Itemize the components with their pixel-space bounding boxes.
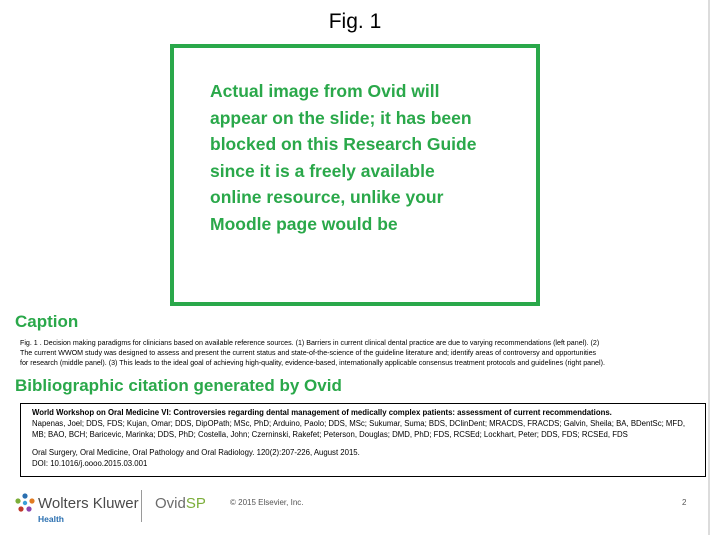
figure-title: Fig. 1 bbox=[328, 10, 382, 33]
footer-divider bbox=[141, 490, 142, 522]
placeholder-line: Actual image from Ovid will bbox=[210, 81, 440, 101]
citation-title: World Workshop on Oral Medicine VI: Controversies regarding dental management of medically complex patients: assessment of current recommendations. bbox=[32, 408, 612, 417]
citation-box bbox=[20, 403, 706, 477]
placeholder-line: online resource, unlike your bbox=[210, 187, 444, 207]
placeholder-line: appear on the slide; it has been bbox=[210, 107, 472, 128]
caption-line: Fig. 1 . Decision making paradigms for clinicians based on available reference sources. (1) Barriers in current clinical dental practice are due to varying recommendations (left panel). (2) bbox=[20, 339, 600, 347]
brand-sub: Health bbox=[38, 514, 64, 524]
citation-doi: DOI: 10.1016/j.oooo.2015.03.001 bbox=[32, 459, 148, 469]
citation-heading: Bibliographic citation generated by Ovid bbox=[15, 376, 342, 395]
caption-heading: Caption bbox=[15, 312, 79, 331]
caption-text bbox=[20, 338, 700, 369]
ovid-wordmark: Ovid bbox=[155, 495, 186, 512]
page-number: 2 bbox=[682, 498, 687, 507]
image-placeholder-text bbox=[210, 78, 530, 237]
image-placeholder-box bbox=[170, 44, 540, 306]
ovidsp-logo bbox=[155, 495, 206, 512]
copyright-text: © 2015 Elsevier, Inc. bbox=[230, 498, 304, 507]
sp-wordmark: SP bbox=[185, 495, 206, 512]
citation-authors-line: Napenas, Joel; DDS, FDS; Kujan, Omar; DDS, DipOPath; MSc, PhD; Arduino, Paolo; DDS, MSc; Sukumar, Suma; BDS, DClinDent; MRACDS, FRACDS; Galvin, Sheila; BA, BDentSc; MFD, bbox=[32, 418, 685, 428]
caption-line: for research (middle panel). (3) This leads to the ideal goal of achieving high-quality, evidence-based, internationally applicable consensus treatment protocols and guidelines (right panel). bbox=[20, 359, 605, 368]
caption-line: The current WWOM study was designed to assess and present the current status and state-of-the-science of the guideline literature and; identify areas of controversy and opportunities bbox=[20, 349, 597, 358]
placeholder-line: blocked on this Research Guide bbox=[210, 134, 477, 154]
citation-authors-line: MB; BAO, BCH; Baricevic, Marinka; DDS, PhD; Costella, John; Czerninski, Rakefet; Peterson, Douglas; DMD, PhD; FDS, RCSEd; Lockhart, Peter; DDS, FDS; RCSEd, FDS bbox=[32, 429, 628, 439]
placeholder-line: Moodle page would be bbox=[210, 213, 398, 234]
wolters-kluwer-logo-icon bbox=[14, 492, 36, 514]
brand-name: Wolters Kluwer bbox=[38, 495, 139, 512]
placeholder-line: since it is a freely available bbox=[210, 160, 435, 181]
citation-journal: Oral Surgery, Oral Medicine, Oral Pathology and Oral Radiology. 120(2):207-226, August 2015. bbox=[32, 448, 360, 458]
citation-spacer bbox=[32, 440, 705, 448]
